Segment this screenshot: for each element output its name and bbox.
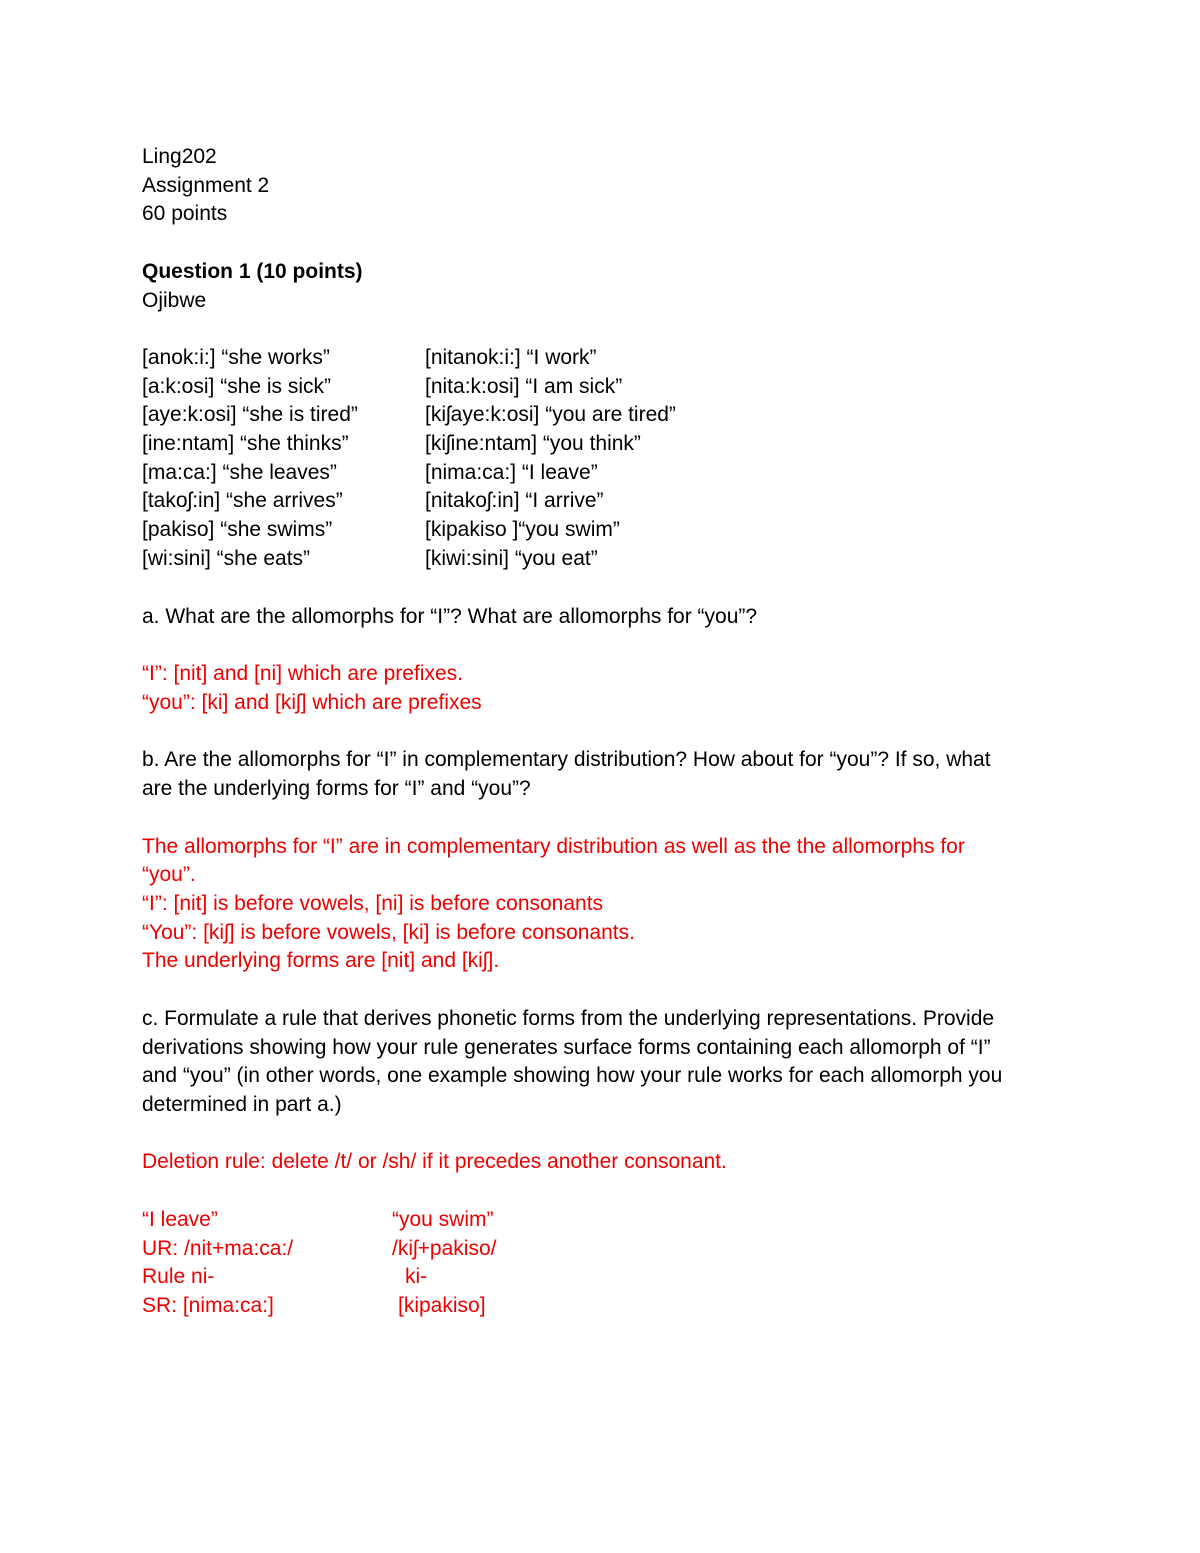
question-title: Question 1 (10 points) <box>142 260 363 283</box>
data-other-person: [kiʃine:ntam] “you think” <box>425 432 641 455</box>
data-other-person: [kiʃaye:k:osi] “you are tired” <box>425 403 676 426</box>
data-other-person: [kiwi:sini] “you eat” <box>425 547 598 570</box>
derivation-left: Rule ni- <box>142 1265 215 1288</box>
part-a-answer: “I”: [nit] and [ni] which are prefixes. <box>142 662 463 685</box>
data-third-person: [ine:ntam] “she thinks” <box>142 432 349 455</box>
derivation-right: ki- <box>405 1265 428 1288</box>
deletion-rule: Deletion rule: delete /t/ or /sh/ if it precedes another consonant. <box>142 1150 727 1173</box>
data-other-person: [kipakiso ]“you swim” <box>425 518 620 541</box>
data-third-person: [pakiso] “she swims” <box>142 518 333 541</box>
data-third-person: [a:k:osi] “she is sick” <box>142 375 332 398</box>
course-name: Ling202 <box>142 145 217 168</box>
part-b-question: are the underlying forms for “I” and “you”? <box>142 777 531 800</box>
derivation-right: /kiʃ+pakiso/ <box>392 1237 497 1260</box>
total-points: 60 points <box>142 202 228 225</box>
part-b-answer: “you”. <box>142 863 196 886</box>
language-name: Ojibwe <box>142 289 207 312</box>
derivation-right: [kipakiso] <box>398 1294 486 1317</box>
data-other-person: [nitanok:i:] “I work” <box>425 346 597 369</box>
part-b-answer: “I”: [nit] is before vowels, [ni] is before consonants <box>142 892 604 915</box>
derivation-left: UR: /nit+ma:ca:/ <box>142 1237 294 1260</box>
part-a-answer: “you”: [ki] and [kiʃ] which are prefixes <box>142 691 482 714</box>
data-third-person: [aye:k:osi] “she is tired” <box>142 403 358 426</box>
data-third-person: [anok:i:] “she works” <box>142 346 330 369</box>
part-a-question: a. What are the allomorphs for “I”? What are allomorphs for “you”? <box>142 605 758 628</box>
part-b-answer: The underlying forms are [nit] and [kiʃ]. <box>142 949 500 972</box>
part-b-question: b. Are the allomorphs for “I” in complementary distribution? How about for “you”? If so, what <box>142 748 991 771</box>
data-third-person: [takoʃ:in] “she arrives” <box>142 489 343 512</box>
data-third-person: [wi:sini] “she eats” <box>142 547 311 570</box>
data-other-person: [nita:k:osi] “I am sick” <box>425 375 623 398</box>
part-c-question: and “you” (in other words, one example showing how your rule works for each allomorph you <box>142 1064 1003 1087</box>
part-b-answer: “You”: [kiʃ] is before vowels, [ki] is before consonants. <box>142 921 635 944</box>
part-c-question: determined in part a.) <box>142 1093 342 1116</box>
data-other-person: [nima:ca:] “I leave” <box>425 461 598 484</box>
part-c-question: c. Formulate a rule that derives phonetic forms from the underlying representations. Provide <box>142 1007 995 1030</box>
part-b-answer: The allomorphs for “I” are in complementary distribution as well as the the allomorphs for <box>142 835 965 858</box>
part-c-question: derivations showing how your rule generates surface forms containing each allomorph of “I” <box>142 1036 991 1059</box>
data-other-person: [nitakoʃ:in] “I arrive” <box>425 489 604 512</box>
derivation-left: SR: [nima:ca:] <box>142 1294 274 1317</box>
derivation-right: “you swim” <box>392 1208 494 1231</box>
assignment-title: Assignment 2 <box>142 174 270 197</box>
derivation-left: “I leave” <box>142 1208 218 1231</box>
data-third-person: [ma:ca:] “she leaves” <box>142 461 337 484</box>
